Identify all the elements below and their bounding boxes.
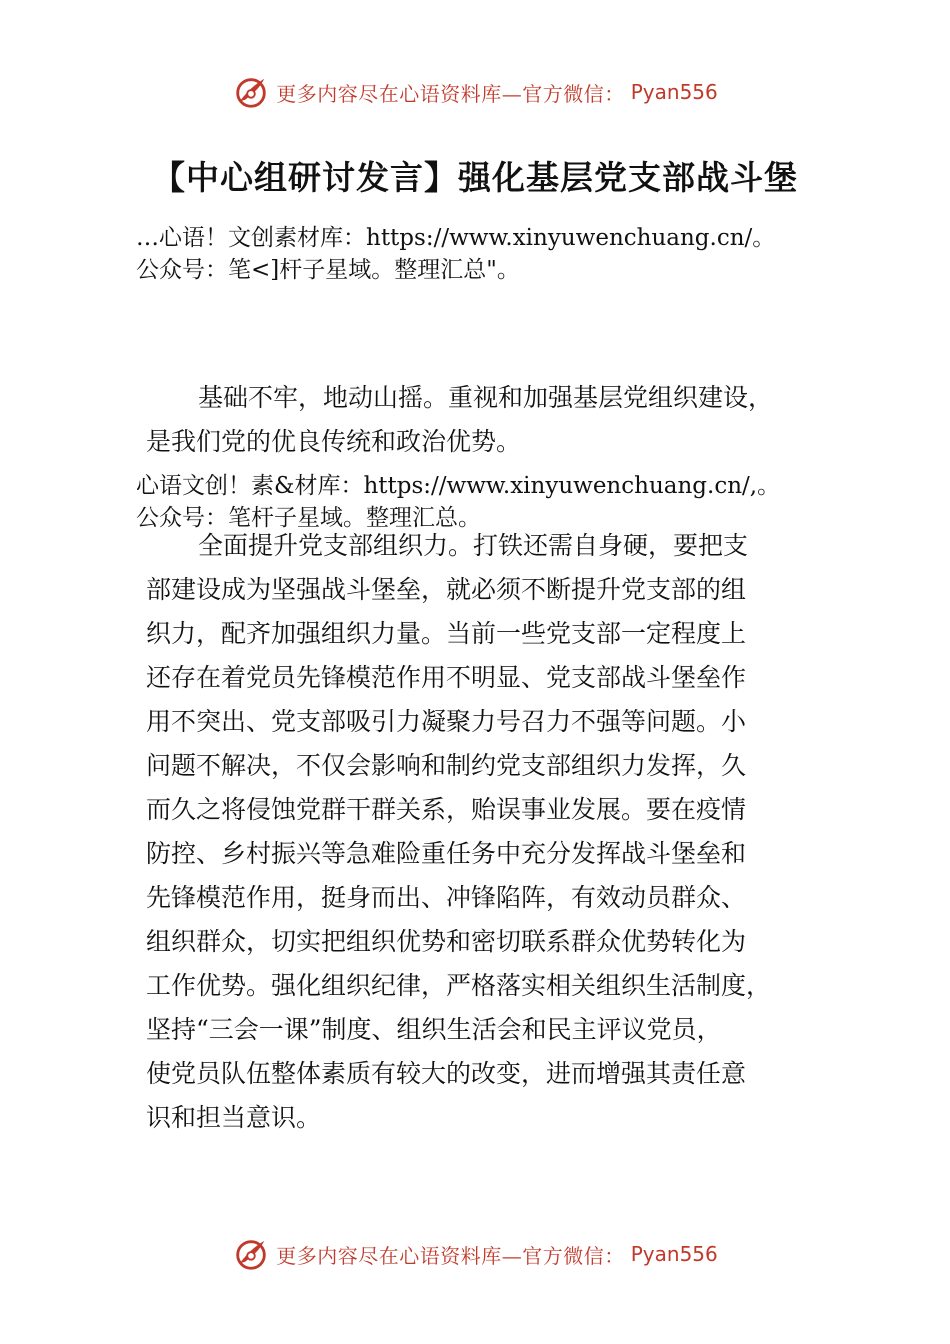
paragraph-line: 坚持“三会一课”制度、组织生活会和民主评议党员， — [146, 1015, 722, 1044]
source-note — [136, 222, 775, 286]
paragraph-line: 识和担当意识。 — [146, 1103, 322, 1132]
footer-banner — [0, 1232, 950, 1276]
banner-wechat-id: Pyan556 — [630, 80, 718, 104]
source-note-line: 公众号：笔杆子星域。整理汇总。 — [136, 505, 481, 531]
source-note-line: 公众号：笔<]杆子星域。整理汇总"。 — [136, 257, 520, 283]
source-note-line: 心语文创！素&材库：https://www.xinyuwenchuang.cn/,。 — [136, 473, 781, 499]
paragraph-line: 全面提升党支部组织力。打铁还需自身硬，要把支 — [198, 531, 749, 560]
paragraph-line: 问题不解决，不仅会影响和制约党支部组织力发挥，久 — [146, 751, 747, 780]
paragraph-line: 部建设成为坚强战斗堡垒，就必须不断提升党支部的组 — [146, 575, 747, 604]
paragraph-line: 使党员队伍整体素质有较大的改变，进而增强其责任意 — [146, 1059, 747, 1088]
paragraph-line: 还存在着党员先锋模范作用不明显、党支部战斗堡垒作 — [146, 663, 747, 692]
paragraph-line: 工作优势。强化组织纪律，严格落实相关组织生活制度， — [146, 971, 772, 1000]
banner-wechat-id: Pyan556 — [630, 1242, 718, 1266]
paragraph — [146, 524, 771, 1140]
paragraph-line: 组织群众，切实把组织优势和密切联系群众优势转化为 — [146, 927, 747, 956]
paragraph-line: 先锋模范作用，挺身而出、冲锋陷阵，有效动员群众、 — [146, 883, 747, 912]
source-note-line: …心语！文创素材库：https://www.xinyuwenchuang.cn/。 — [136, 225, 776, 251]
paragraph-line: 基础不牢，地动山摇。重视和加强基层党组织建设， — [198, 383, 774, 412]
header-banner — [0, 70, 950, 114]
paragraph-line: 防控、乡村振兴等急难险重任务中充分发挥战斗堡垒和 — [146, 839, 747, 868]
paragraph — [146, 376, 773, 464]
paragraph-line: 织力，配齐加强组织力量。当前一些党支部一定程度上 — [146, 619, 747, 648]
banner-text: 更多内容尽在心语资料库—官方微信： — [276, 81, 625, 106]
paragraph-line: 是我们党的优良传统和政治优势。 — [146, 427, 522, 456]
banner-text: 更多内容尽在心语资料库—官方微信： — [276, 1243, 625, 1268]
document-title: 【中心组研讨发言】强化基层党支部战斗堡 — [152, 158, 798, 197]
paragraph-line: 而久之将侵蚀党群干群关系，贻误事业发展。要在疫情 — [146, 795, 747, 824]
feather-circle-logo-icon — [232, 1235, 270, 1273]
feather-circle-logo-icon — [232, 73, 270, 111]
paragraph-line: 用不突出、党支部吸引力凝聚力号召力不强等问题。小 — [146, 707, 747, 736]
